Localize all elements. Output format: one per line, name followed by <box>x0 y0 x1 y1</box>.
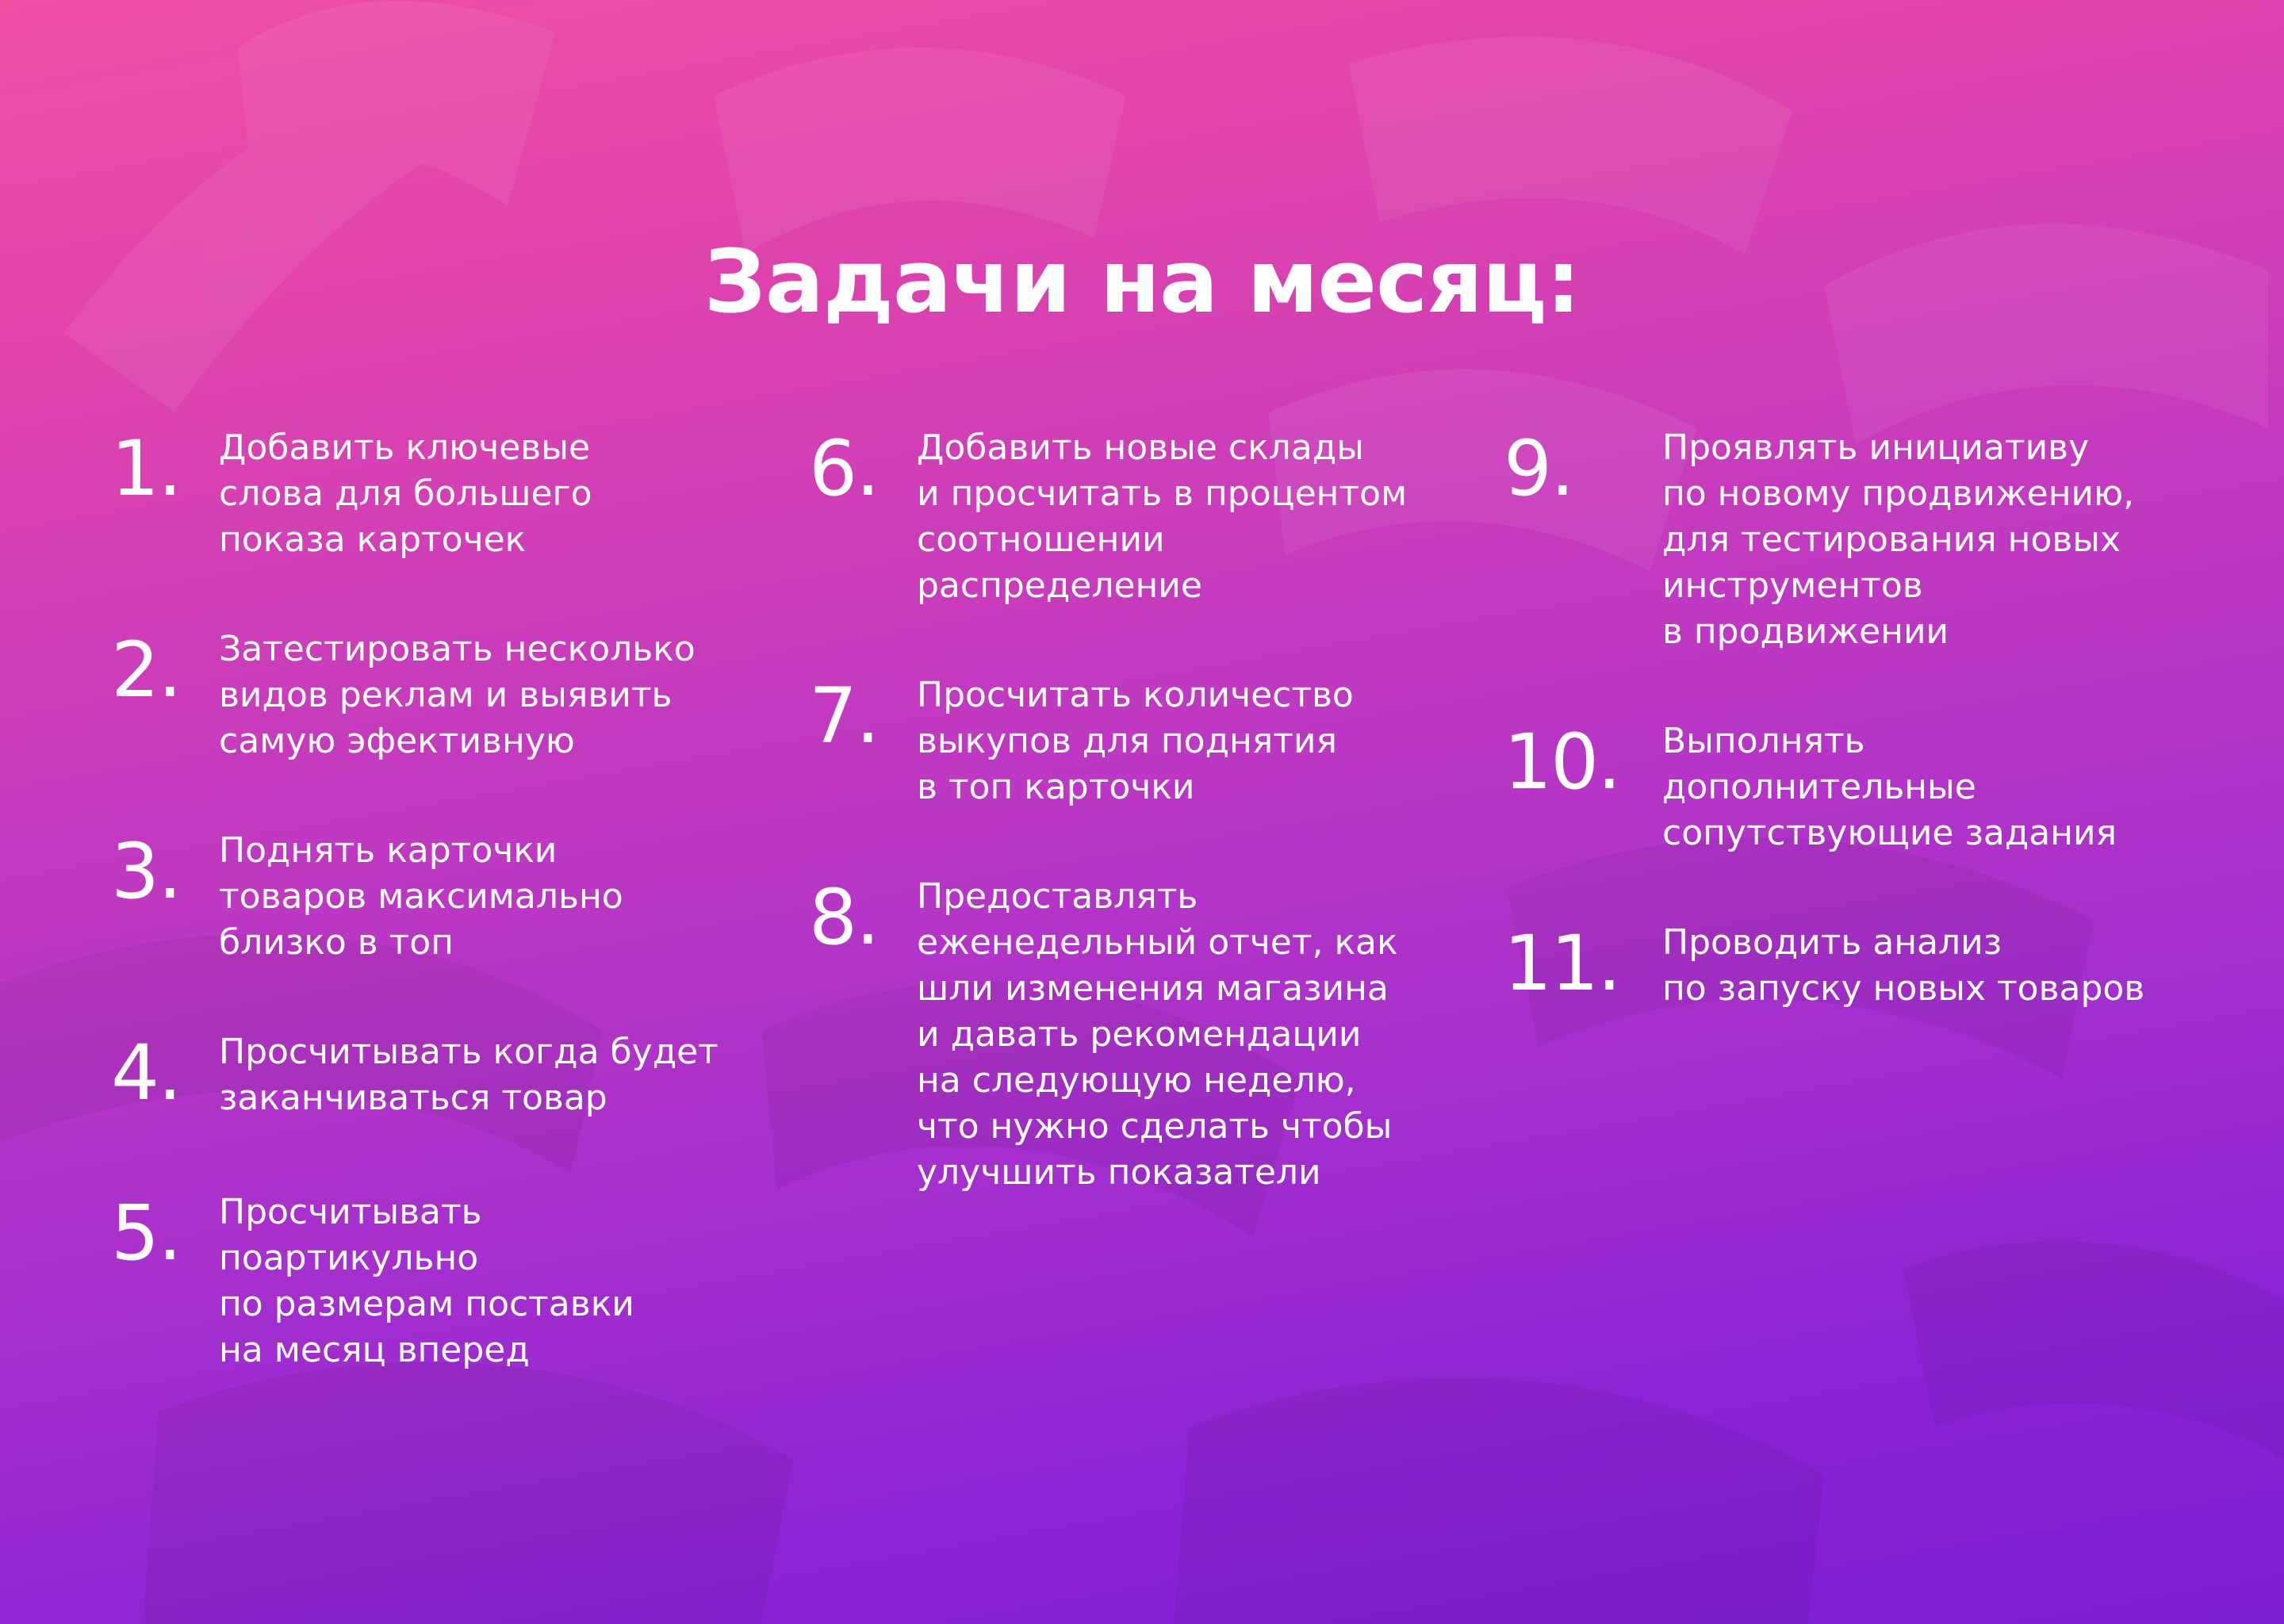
task-text: Добавить новые склады и просчитать в процентом соотношении распределение <box>917 427 1408 606</box>
page-title: Задачи на месяц: <box>703 231 1581 332</box>
task-number: 10. <box>1504 718 1620 806</box>
task-text: Просчитать количество выкупов для поднятия в топ карточки <box>917 675 1354 807</box>
task-text: Проявлять инициативу по новому продвижению, для тестирования новых инструментов в продвижении <box>1662 427 2135 652</box>
task-number: 7. <box>809 672 879 760</box>
task-number: 1. <box>111 424 181 513</box>
task-number: 11. <box>1504 919 1620 1008</box>
task-text: Выполнять дополнительные сопутствующие задания <box>1662 721 2117 853</box>
task-number: 8. <box>809 873 879 962</box>
task-text: Затестировать несколько видов реклам и выявить самую эфективную <box>219 629 696 761</box>
task-text: Предоставлять еженедельный отчет, как шли изменения магазина и давать рекомендации на следующую неделю, что нужно сделать чтобы улучшить показатели <box>917 876 1398 1193</box>
task-number: 6. <box>809 424 879 513</box>
task-text: Просчитывать когда будет заканчиваться товар <box>219 1032 719 1118</box>
task-text: Просчитывать поартикульно по размерам поставки на месяц вперед <box>219 1192 634 1370</box>
task-text: Поднять карточки товаров максимально близко в топ <box>219 830 623 963</box>
task-number: 3. <box>111 827 181 916</box>
task-text: Добавить ключевые слова для большего показа карточек <box>219 427 592 560</box>
task-number: 2. <box>111 626 181 714</box>
task-number: 5. <box>111 1189 181 1277</box>
task-number: 9. <box>1504 424 1573 513</box>
task-text: Проводить анализ по запуску новых товаров <box>1662 922 2145 1009</box>
task-number: 4. <box>111 1028 181 1117</box>
